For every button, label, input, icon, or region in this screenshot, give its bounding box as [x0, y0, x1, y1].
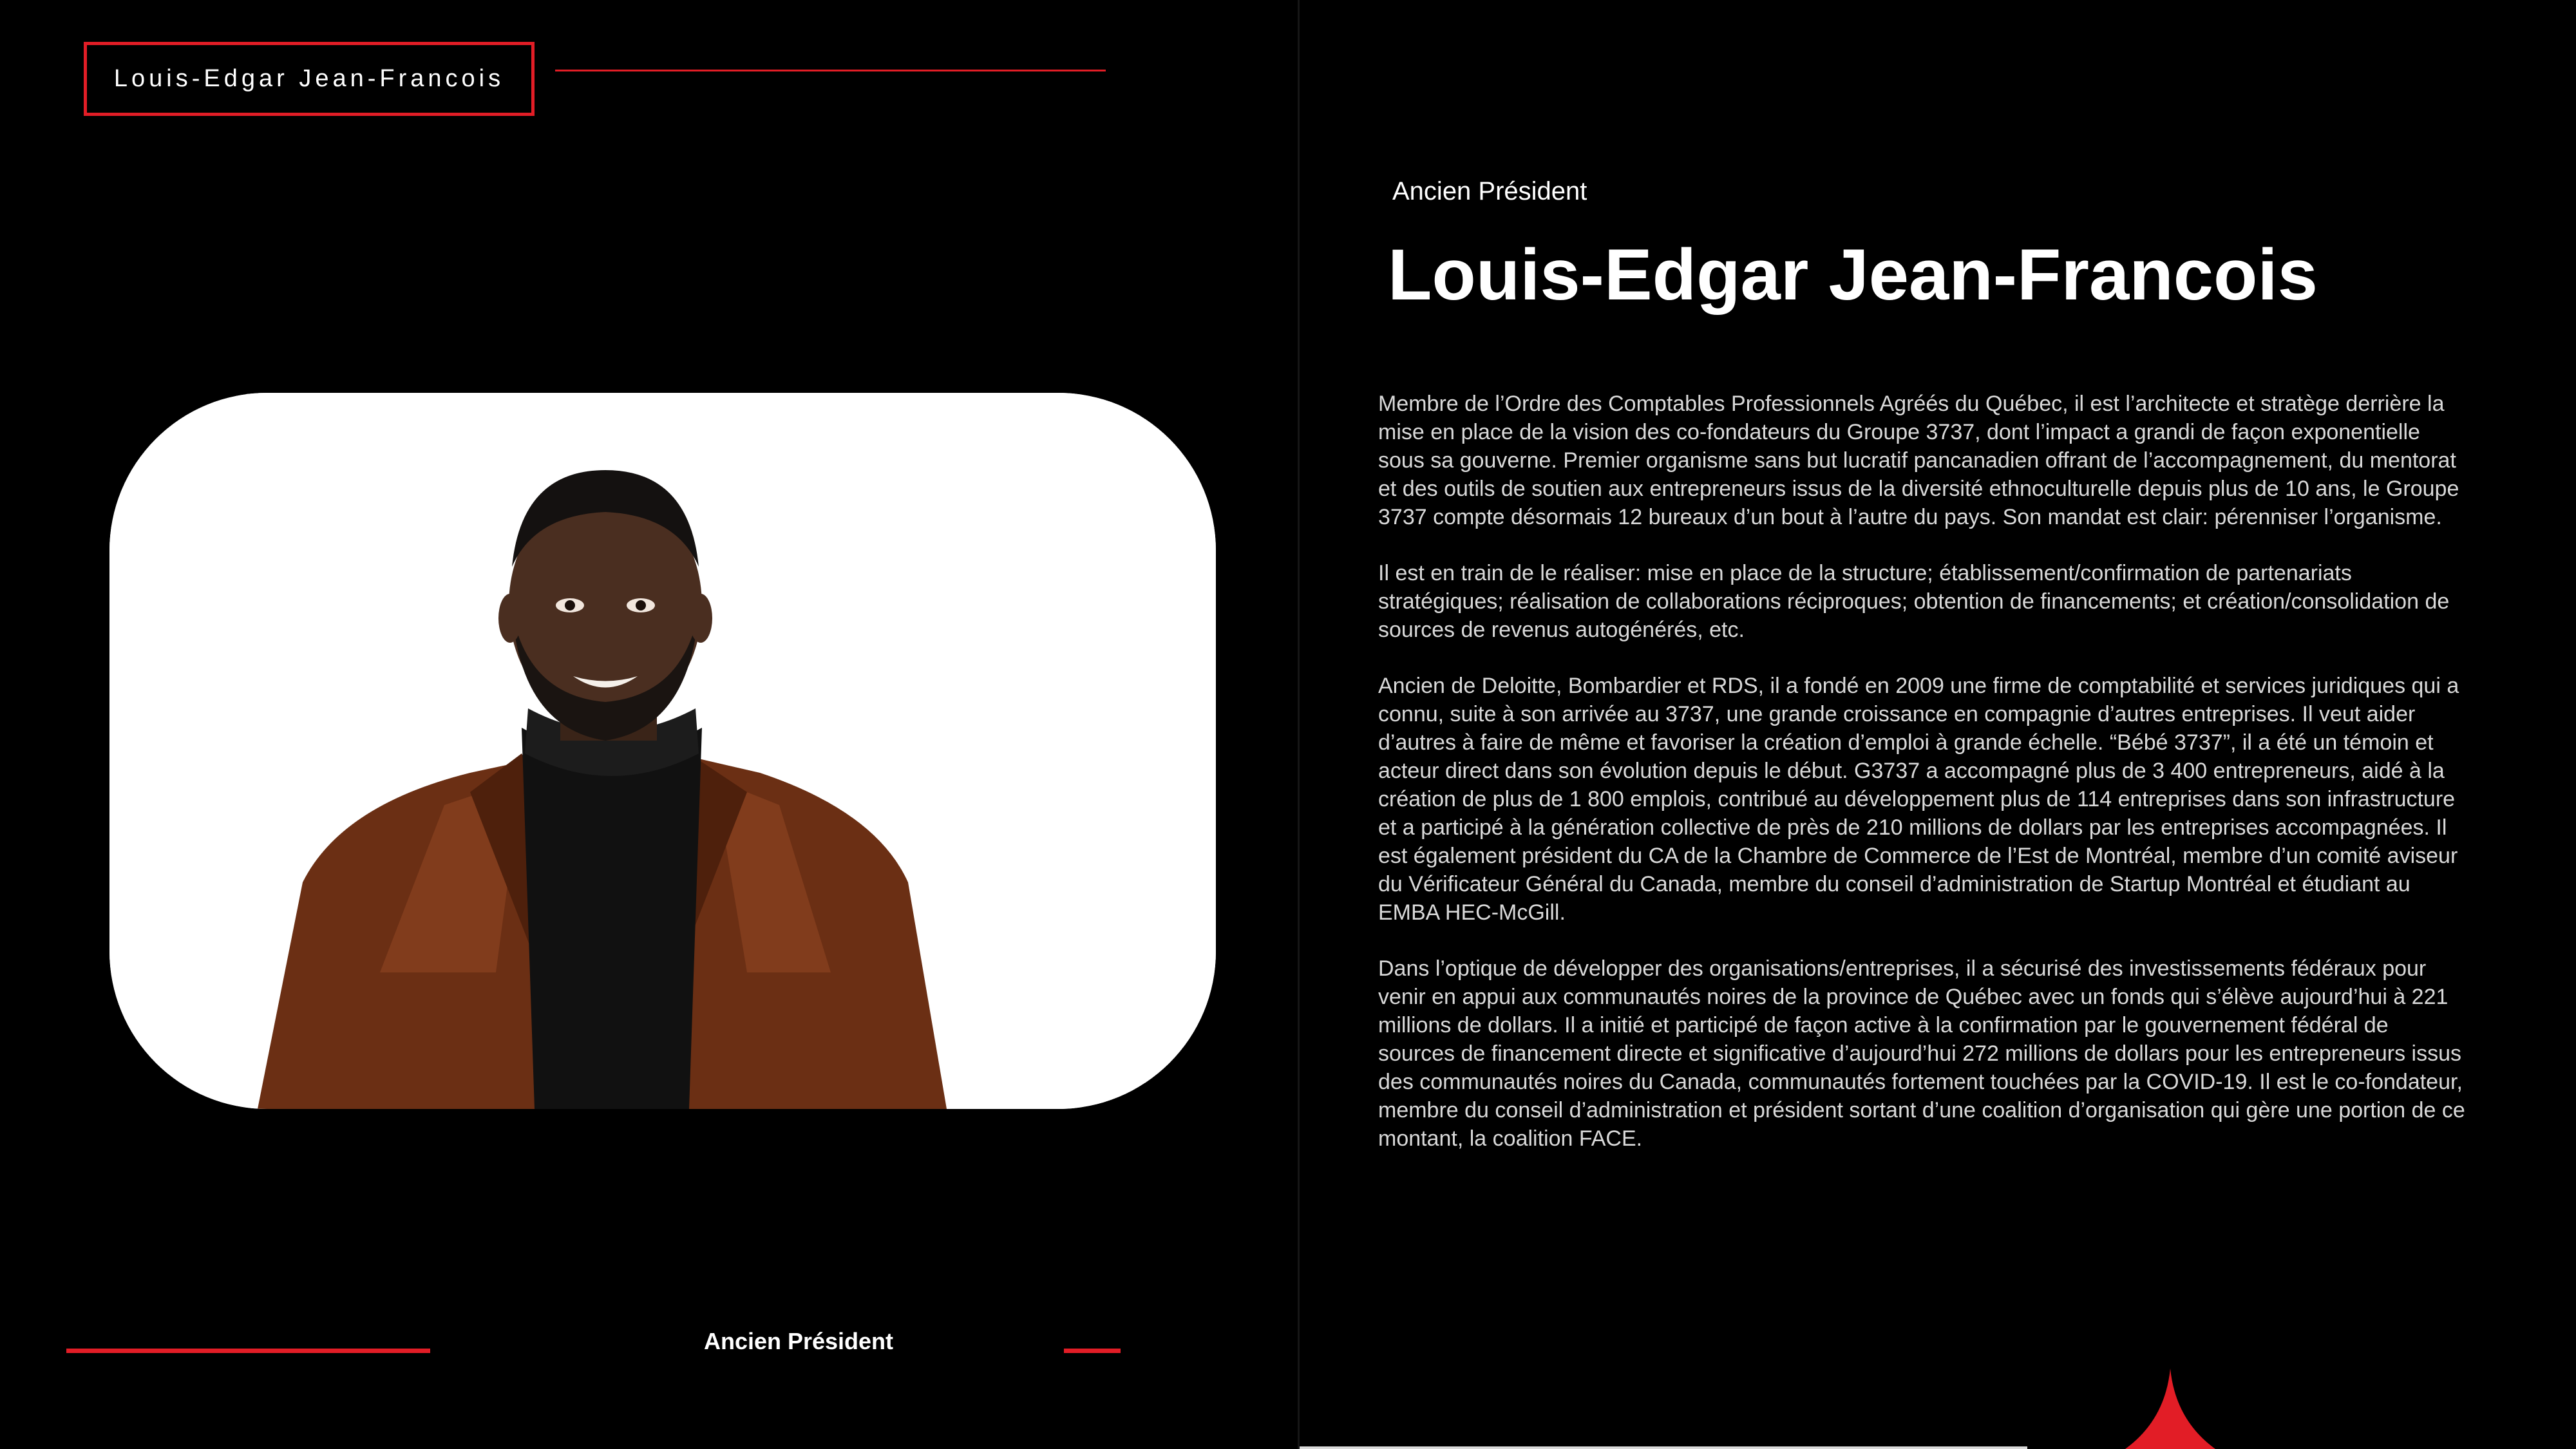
bottom-right-red-rule	[1064, 1349, 1121, 1353]
footer-title: Ancien Président	[703, 1328, 894, 1354]
portrait-photo	[109, 393, 1216, 1109]
bio-paragraph: Ancien de Deloitte, Bombardier et RDS, il a fondé en 2009 une firme de comptabilité et services juridiques qui a connu, suite à son arrivée au 3737, une grande croissance en compagnie d’autres entreprises. Il veut aider d’autres à faire de même et favoriser la création d’emploi à grande échelle. “Bébé 3737”, il a été un témoin et acteur direct dans son évolution depuis le début. G3737 a accompagné plus de 3 400 entrepreneurs, aidé à la création de plus de 1 800 emplois, contribué au développement plus de 114 entreprises dans son infrastructure et a participé à la génération collective de près de 210 millions de dollars par les entreprises accompagnées. Il est également président du CA de la Chambre de Commerce de l’Est de Montréal, membre d’un comité aviseur du Vérificateur Général du Canada, membre du conseil d’administration de Startup Montréal et étudiant au EMBA HEC-McGill.	[1378, 674, 2459, 925]
bottom-left-red-rule	[66, 1349, 430, 1353]
bio-text	[1378, 390, 2467, 1180]
bio-paragraph: Membre de l’Ordre des Comptables Professionnels Agréés du Québec, il est l’architecte et stratège derrière la mise en place de la vision des co-fondateurs du Groupe 3737, dont l’impact a grandi de façon exponentielle sous sa gouverne. Premier organisme sans but lucratif pancanadien offrant de l’accompagnement, du mentorat et des outils de soutien aux entrepreneurs issus de la diversité ethnoculturelle depuis plus de 10 ans, le Groupe 3737 compte désormais 12 bureaux d’un bout à l’autre du pays. Son mandat est clair: pérenniser l’organisme.	[1378, 392, 2459, 529]
bottom-rule	[1300, 1446, 2027, 1449]
top-red-rule	[555, 70, 1106, 71]
page-title: Louis-Edgar Jean-Francois	[1388, 234, 2318, 315]
page-subtitle: Ancien Président	[1392, 177, 1587, 205]
bio-paragraph: Dans l’optique de développer des organisations/entreprises, il a sécurisé des investissements fédéraux pour venir en appui aux communautés noires de la province de Québec avec un fonds qui s’élève aujourd’hui à 221 millions de dollars. Il a initié et participé de façon active à la confirmation par le gouvernement fédéral de sources de financement directe et significative d’aujourd’hui 272 millions de dollars pour les entrepreneurs issus des communautés noires du Canada, communautés fortement touchées par la COVID-19. Il est le co-fondateur, membre du conseil d’administration et président sortant d’une coalition d’organisation qui gère une portion de ce montant, la coalition FACE.	[1378, 956, 2465, 1151]
portrait-illustration	[109, 393, 1216, 1109]
red-spike-accent	[2125, 1368, 2215, 1449]
bio-paragraph: Il est en train de le réaliser: mise en place de la structure; établissement/confirmation de partenariats stratégiques; réalisation de collaborations réciproques; obtention de financements; et création/consolidation de sources de revenus autogénérés, etc.	[1378, 561, 2450, 642]
name-tag: Louis-Edgar Jean-Francois	[84, 42, 535, 116]
